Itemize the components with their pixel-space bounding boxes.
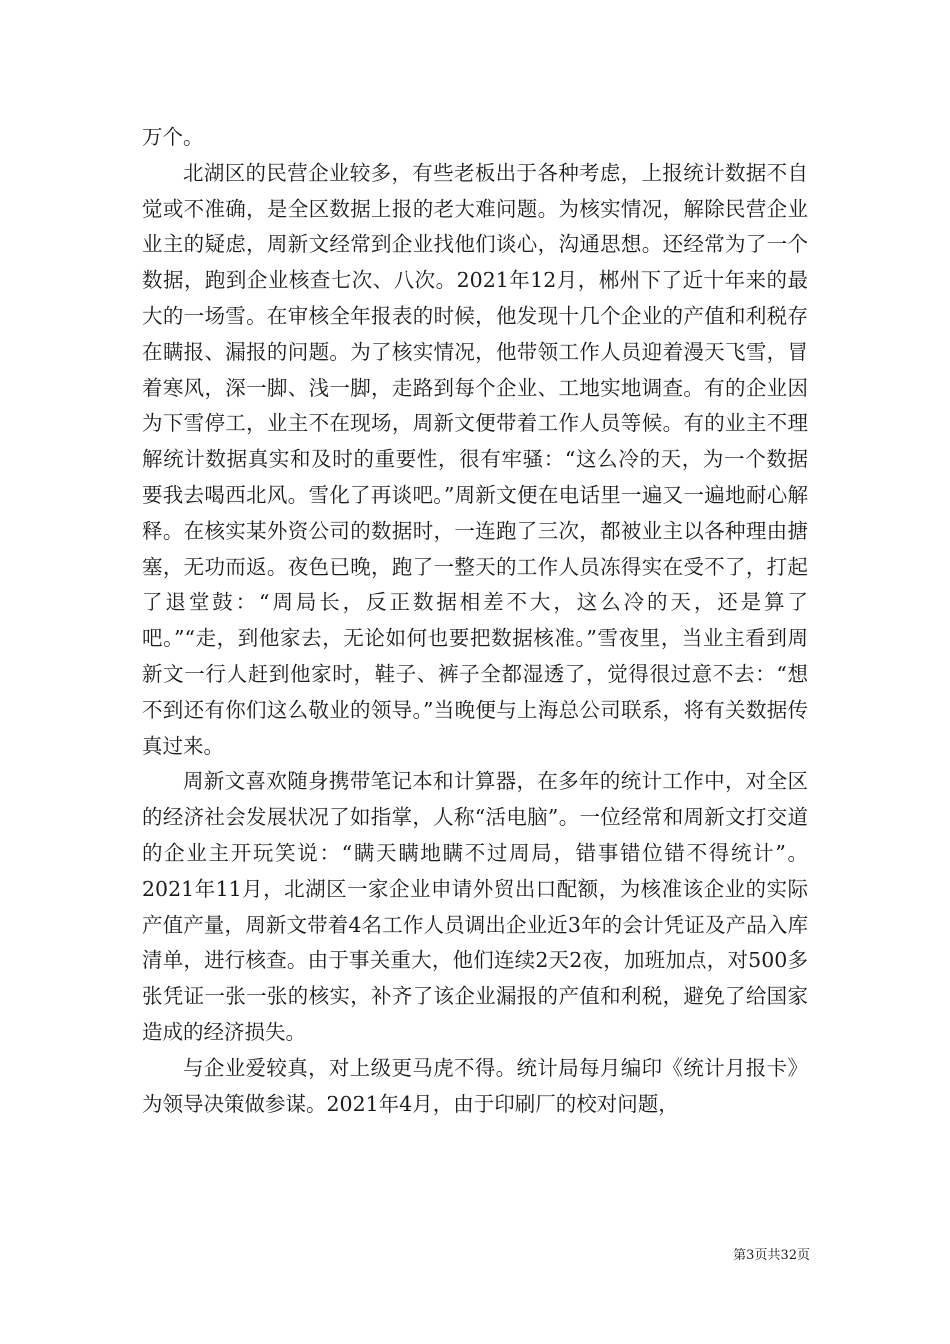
paragraph-private-enterprises: 北湖区的民营企业较多，有些老板出于各种考虑，上报统计数据不自觉或不准确，是全区数据上报的老大难问题。为核实情况，解除民营企业业主的疑虑，周新文经常到企业找他们谈心，沟通思想。还经常为了一个数据，跑到企业核查七次、八次。2021年12月，郴州下了近十年来的最大的一场雪。在审核全年报表的时候，他发现十几个企业的产值和利税存在瞒报、漏报的问题。为了核实情况，他带领工作人员迎着漫天飞雪，冒着寒风，深一脚、浅一脚，走路到每个企业、工地实地调查。有的企业因为下雪停工，业主不在现场，周新文便带着工作人员等候。有的业主不理解统计数据真实和及时的重要性，很有牢骚：“这么冷的天，为一个数据要我去喝西北风。雪化了再谈吧。”周新文便在电话里一遍又一遍地耐心解释。在核实某外资公司的数据时，一连跑了三次，都被业主以各种理由搪塞，无功而返。夜色已晚，跑了一整天的工作人员冻得实在受不了，打起了退堂鼓：“周局长，反正数据相差不大，这么冷的天，还是算了吧。”“走，到他家去，无论如何也要把数据核准。”雪夜里，当业主看到周新文一行人赶到他家时，鞋子、裤子全都湿透了，觉得很过意不去：“想不到还有你们这么敬业的领导。”当晚便与上海总公司联系，将有关数据传真过来。: [142, 160, 808, 758]
body-text: [142, 120, 808, 1122]
paragraph-living-computer: 周新文喜欢随身携带笔记本和计算器，在多年的统计工作中，对全区的经济社会发展状况了如指掌，人称“活电脑”。一位经常和周新文打交道的企业主开玩笑说：“瞒天瞒地瞒不过周局，错事错位错不得统计”。2021年11月，北湖区一家企业申请外贸出口配额，为核准该企业的实际产值产量，周新文带着4名工作人员调出企业近3年的会计凭证及产品入库清单，进行核查。由于事关重大，他们连续2天2夜，加班加点，对500多张凭证一张一张的核实，补齐了该企业漏报的产值和利税，避免了给国家造成的经济损失。: [142, 769, 808, 1044]
paragraph-monthly-report: 与企业爱较真，对上级更马虎不得。统计局每月编印《统计月报卡》为领导决策做参谋。2021年4月，由于印刷厂的校对问题，: [142, 1055, 808, 1116]
paragraph-continuation: 万个。: [142, 125, 204, 149]
page-number: 第3页共32页: [733, 1248, 810, 1263]
